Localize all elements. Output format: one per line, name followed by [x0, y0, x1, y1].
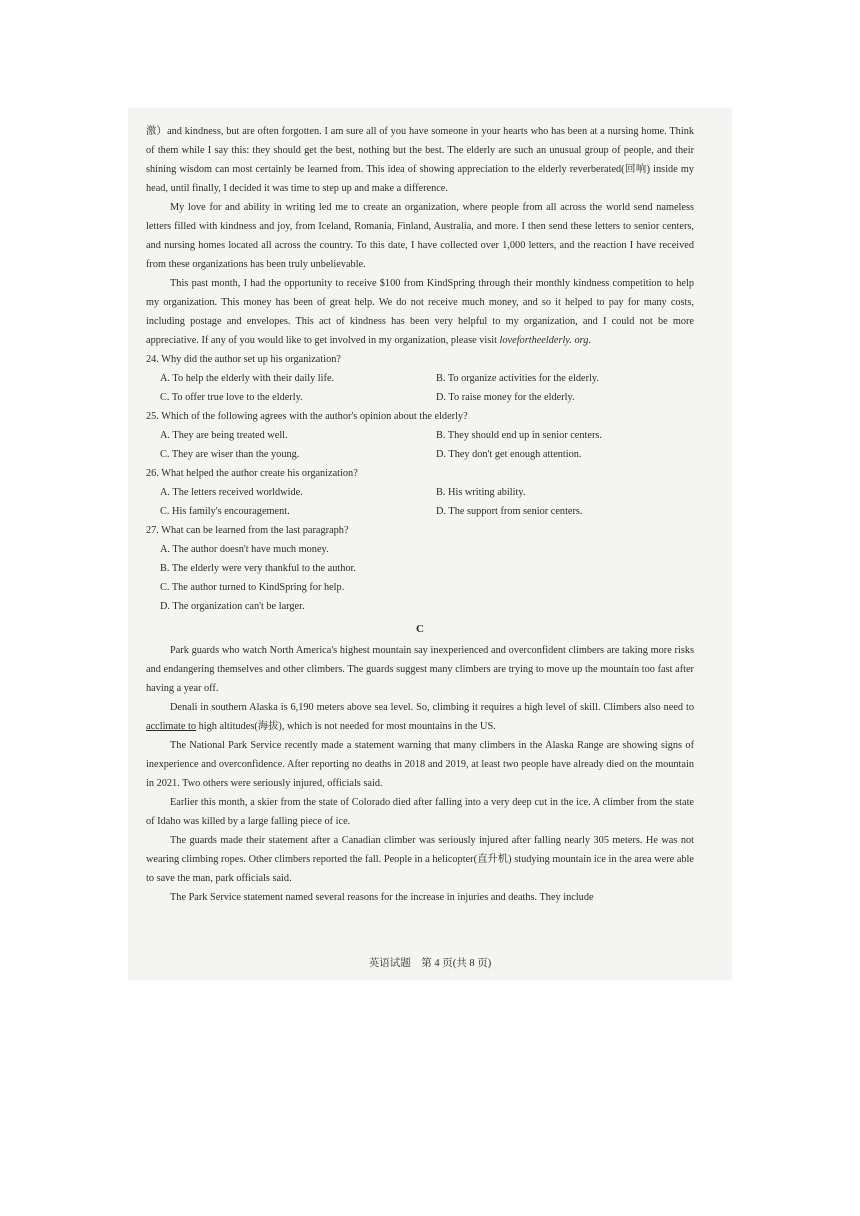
passage-b-paragraph-1: 激）and kindness, but are often forgotten. I am sure all of you have someone in your hearts who has been at a nursing home. Think of them while I say this: they should get the best, nothing but the best. The elderly are such an unusual group of people, and their shining wisdom can most certainly be learned from. This idea of showing appreciation to the elderly reverberated(回响) inside my head, until finally, I decided it was time to step up and make a difference.	[146, 126, 694, 194]
passage-c-paragraph-5: The guards made their statement after a Canadian climber was seriously injured after falling nearly 305 meters. He was not wearing climbing ropes. Other climbers reported the fall. People in a helicopter(直升机) studying mountain ice in the area were able to save the man, park officials said.	[146, 835, 694, 884]
option-d: D. The organization can't be larger.	[160, 601, 305, 612]
option-c: C. To offer true love to the elderly.	[160, 392, 303, 403]
question-stem: 24. Why did the author set up his organization?	[146, 354, 341, 365]
option-c: C. They are wiser than the young.	[160, 449, 300, 460]
paragraph-3-text: This past month, I had the opportunity to receive $100 from KindSpring through their monthly kindness competition to help my organization. This money has been of great help. We do not receive much money, and so it helped to pay for many costs, including postage and envelopes. This act of kindness has been very helpful to my organization, and I could not be more appreciative. If any of you would like to get involved in my organization, please visit	[146, 278, 694, 346]
passage-c-paragraph-4: Earlier this month, a skier from the state of Colorado died after falling into a very deep cut in the ice. A climber from the state of Idaho was killed by a large falling piece of ice.	[146, 797, 694, 827]
option-a: A. They are being treated well.	[160, 430, 288, 441]
option-b: B. The elderly were very thankful to the author.	[160, 563, 356, 574]
options-grid	[146, 483, 694, 521]
question-stem: 25. Which of the following agrees with the author's opinion about the elderly?	[146, 411, 468, 422]
option-d: D. The support from senior centers.	[436, 506, 583, 517]
option-b: B. They should end up in senior centers.	[436, 430, 602, 441]
passage-c-paragraph-6: The Park Service statement named several reasons for the increase in injuries and deaths. They include	[170, 892, 594, 903]
exam-page-content	[146, 122, 694, 907]
option-d: D. They don't get enough attention.	[436, 449, 582, 460]
option-a: A. The letters received worldwide.	[160, 487, 303, 498]
passage-b-paragraph-3	[146, 274, 694, 350]
passage-c-paragraph-1: Park guards who watch North America's highest mountain say inexperienced and overconfident climbers are taking more risks and endangering themselves and other climbers. The guards suggest many climbers are trying to move up the mountain too fast after having a year off.	[146, 645, 694, 694]
options-grid	[146, 426, 694, 464]
website-url: lovefortheelderly. org	[499, 335, 589, 346]
passage-c-paragraph-2	[146, 698, 694, 736]
option-b: B. His writing ability.	[436, 487, 526, 498]
question-25	[146, 407, 694, 464]
options-grid	[146, 369, 694, 407]
paragraph-2-text: Denali in southern Alaska is 6,190 meters above sea level. So, climbing it requires a high level of skill. Climbers also need to	[170, 702, 694, 713]
question-stem: 26. What helped the author create his organization?	[146, 468, 358, 479]
question-24	[146, 350, 694, 407]
options-list	[146, 540, 694, 616]
question-26	[146, 464, 694, 521]
passage-b-paragraph-2: My love for and ability in writing led me to create an organization, where people from all across the world send nameless letters filled with kindness and joy, from Iceland, Romania, Finland, Australia, and more. I then send these letters to senior centers, and nursing homes located all across the country. To this date, I have collected over 1,000 letters, and the reaction I have received from these organizations has been truly unbelievable.	[146, 202, 694, 270]
option-d: D. To raise money for the elderly.	[436, 392, 575, 403]
question-27	[146, 521, 694, 616]
paragraph-3-end: .	[588, 335, 591, 346]
option-a: A. The author doesn't have much money.	[160, 544, 329, 555]
option-c: C. The author turned to KindSpring for help.	[160, 582, 345, 593]
page-footer: 英语试题 第 4 页(共 8 页)	[368, 958, 492, 969]
section-c-heading: C	[416, 623, 424, 635]
paragraph-2-end: high altitudes(海拔), which is not needed for most mountains in the US.	[196, 721, 496, 732]
underlined-phrase: acclimate to	[146, 721, 197, 732]
option-c: C. His family's encouragement.	[160, 506, 290, 517]
option-b: B. To organize activities for the elderly.	[436, 373, 599, 384]
option-a: A. To help the elderly with their daily life.	[160, 373, 335, 384]
passage-c-paragraph-3: The National Park Service recently made a statement warning that many climbers in the Alaska Range are showing signs of inexperience and overconfidence. After reporting no deaths in 2018 and 2019, at least two people have already died on the mountain in 2021. Two others were seriously injured, officials said.	[146, 740, 694, 789]
question-stem: 27. What can be learned from the last paragraph?	[146, 525, 349, 536]
